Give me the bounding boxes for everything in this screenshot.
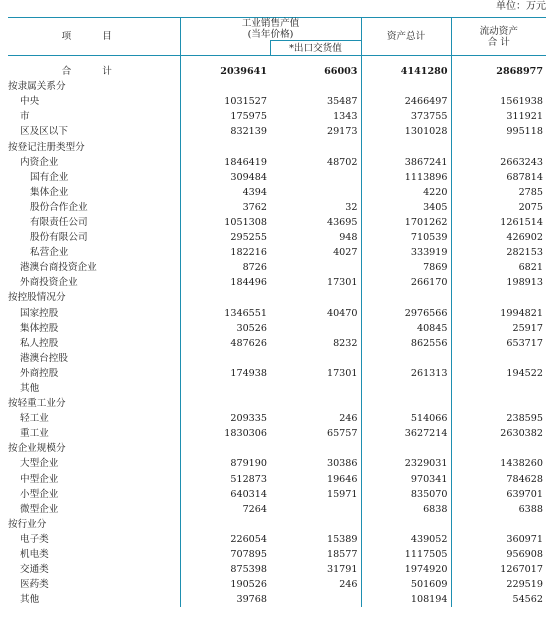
export-value-cell: 17301 <box>326 367 358 379</box>
assets-value-cell: 266170 <box>361 275 451 290</box>
export-value-cell: 18577 <box>326 549 358 561</box>
row-label: 内资企业 <box>20 156 59 168</box>
export-value-cell <box>270 79 361 94</box>
current-assets-value-cell: 2785 <box>451 185 546 200</box>
current-assets-value-cell: 360971 <box>451 532 546 547</box>
sales-value-cell <box>180 79 270 94</box>
table-row <box>8 426 546 441</box>
table-row <box>8 139 546 154</box>
current-assets-value-cell <box>451 381 546 396</box>
current-assets-value-cell: 2663243 <box>451 155 546 170</box>
sales-value-cell <box>180 381 270 396</box>
table-row <box>8 351 546 366</box>
assets-value-cell <box>361 79 451 94</box>
current-assets-value-cell: 1994821 <box>451 306 546 321</box>
row-label: 国有企业 <box>30 171 69 183</box>
export-value-cell <box>270 260 361 275</box>
table-row <box>8 547 546 562</box>
assets-value-cell: 3627214 <box>361 426 451 441</box>
assets-value-cell <box>361 396 451 411</box>
export-value-cell <box>270 290 361 305</box>
assets-value-cell: 4220 <box>361 185 451 200</box>
assets-value-cell: 514066 <box>361 411 451 426</box>
table-row <box>8 124 546 139</box>
export-value-cell: 48702 <box>326 156 358 168</box>
sales-value-cell <box>180 517 270 532</box>
current-assets-value-cell: 311921 <box>451 109 546 124</box>
item-column-header: 项 目 <box>61 31 126 42</box>
row-label: 集体控股 <box>20 322 59 334</box>
current-assets-value-cell: 198913 <box>451 275 546 290</box>
sales-value-cell <box>180 290 270 305</box>
sales-value-cell: 875398 <box>180 562 270 577</box>
row-label: 大型企业 <box>20 458 59 470</box>
current-assets-value-cell: 25917 <box>451 321 546 336</box>
export-value-cell <box>270 351 361 366</box>
unit-label: 单位：万元 <box>496 1 546 12</box>
row-label: 按轻重工业分 <box>8 398 66 410</box>
row-label: 小型企业 <box>20 488 59 500</box>
sales-value-cell <box>180 396 270 411</box>
current-assets-value-cell: 1267017 <box>451 562 546 577</box>
row-label: 区及区以下 <box>20 126 68 138</box>
table-row <box>8 109 546 124</box>
assets-value-cell <box>361 290 451 305</box>
current-assets-value-cell <box>451 351 546 366</box>
assets-value-cell: 1974920 <box>361 562 451 577</box>
assets-value-cell: 835070 <box>361 487 451 502</box>
export-value-cell: 30386 <box>326 458 358 470</box>
row-label: 其他 <box>20 594 40 606</box>
table-header <box>8 18 546 56</box>
row-label: 外商控股 <box>20 367 59 379</box>
export-value-cell: 246 <box>339 579 358 591</box>
export-value-cell: 40470 <box>326 307 358 319</box>
current-assets-value-cell <box>451 517 546 532</box>
export-value-cell <box>270 139 361 154</box>
export-value-cell <box>270 185 361 200</box>
assets-value-cell <box>361 351 451 366</box>
sales-value-cell: 879190 <box>180 456 270 471</box>
table-row <box>8 260 546 275</box>
row-label: 其他 <box>20 383 40 395</box>
sales-value-cell: 184496 <box>180 275 270 290</box>
table-row <box>8 321 546 336</box>
row-label: 私营企业 <box>30 247 69 259</box>
current-assets-value-cell: 784628 <box>451 472 546 487</box>
table-row <box>8 396 546 411</box>
current-assets-value-cell <box>451 79 546 94</box>
current-assets-value-cell: 238595 <box>451 411 546 426</box>
current-assets-value-cell: 6821 <box>451 260 546 275</box>
table-row <box>8 200 546 215</box>
sales-value-cell: 1830306 <box>180 426 270 441</box>
row-label: 国家控股 <box>20 307 59 319</box>
assets-value-cell <box>361 441 451 456</box>
current-assets-value-cell: 1438260 <box>451 456 546 471</box>
table-row <box>8 215 546 230</box>
export-value-cell <box>270 170 361 185</box>
table-row <box>8 64 546 79</box>
row-label: 交通类 <box>20 564 49 576</box>
row-label: 按行业分 <box>8 518 47 530</box>
export-value-cell: 29173 <box>326 126 358 138</box>
assets-value-cell: 4141280 <box>361 64 451 79</box>
table-row <box>8 230 546 245</box>
assets-value-cell: 3867241 <box>361 155 451 170</box>
assets-value-cell: 333919 <box>361 245 451 260</box>
assets-value-cell: 2329031 <box>361 456 451 471</box>
export-value-cell <box>270 321 361 336</box>
sales-value-cell: 512873 <box>180 472 270 487</box>
assets-value-cell: 862556 <box>361 336 451 351</box>
table-row <box>8 592 546 607</box>
row-label: 股份合作企业 <box>30 201 88 213</box>
sales-value-cell: 182216 <box>180 245 270 260</box>
assets-value-cell: 501609 <box>361 577 451 592</box>
row-label: 股份有限公司 <box>30 232 88 244</box>
current-assets-value-cell: 2075 <box>451 200 546 215</box>
sales-value-cell: 2039641 <box>180 64 270 79</box>
assets-value-cell: 40845 <box>361 321 451 336</box>
assets-value-cell: 1301028 <box>361 124 451 139</box>
current-assets-value-cell: 229519 <box>451 577 546 592</box>
table-row <box>8 577 546 592</box>
current-assets-value-cell: 687814 <box>451 170 546 185</box>
sales-value-cell: 295255 <box>180 230 270 245</box>
assets-value-cell: 710539 <box>361 230 451 245</box>
current-assets-value-cell: 1261514 <box>451 215 546 230</box>
export-value-cell: 35487 <box>326 96 358 108</box>
sales-value-cell: 1346551 <box>180 306 270 321</box>
row-label: 私人控股 <box>20 337 59 349</box>
assets-value-cell: 439052 <box>361 532 451 547</box>
assets-column-header: 资产总计 <box>361 18 451 56</box>
table-row <box>8 456 546 471</box>
sales-value-cell: 487626 <box>180 336 270 351</box>
row-label: 港澳台控股 <box>20 352 68 364</box>
current-header-line2: 合 计 <box>487 36 510 48</box>
row-label: 按隶属关系分 <box>8 81 66 93</box>
export-value-cell: 43695 <box>326 216 358 228</box>
current-assets-value-cell: 54562 <box>451 592 546 607</box>
current-assets-value-cell: 2630382 <box>451 426 546 441</box>
assets-value-cell: 108194 <box>361 592 451 607</box>
assets-value-cell: 1701262 <box>361 215 451 230</box>
row-label: 重工业 <box>20 428 49 440</box>
assets-value-cell: 3405 <box>361 200 451 215</box>
row-label: 按控股情况分 <box>8 292 66 304</box>
current-assets-value-cell: 194522 <box>451 366 546 381</box>
sales-value-cell <box>180 139 270 154</box>
sales-value-cell: 226054 <box>180 532 270 547</box>
export-value-cell: 32 <box>345 201 358 213</box>
assets-value-cell: 2976566 <box>361 306 451 321</box>
sales-value-cell: 174938 <box>180 366 270 381</box>
assets-value-cell: 2466497 <box>361 94 451 109</box>
current-assets-value-cell <box>451 139 546 154</box>
sales-value-cell: 8726 <box>180 260 270 275</box>
row-label: 有限责任公司 <box>30 216 88 228</box>
row-label: 按登记注册类型分 <box>8 141 85 153</box>
assets-value-cell: 373755 <box>361 109 451 124</box>
sales-value-cell: 209335 <box>180 411 270 426</box>
export-column-header: *出口交货值 <box>270 41 361 56</box>
row-label: 医药类 <box>20 579 49 591</box>
export-value-cell: 65757 <box>326 428 358 440</box>
table-row <box>8 472 546 487</box>
row-label: 中央 <box>20 96 40 108</box>
header-spacer-row <box>8 56 546 65</box>
export-value-cell <box>270 396 361 411</box>
row-label: 港澳台商投资企业 <box>20 262 97 274</box>
current-assets-value-cell: 956908 <box>451 547 546 562</box>
table-row <box>8 487 546 502</box>
sales-header-line1: 工业销售产值 <box>241 18 300 29</box>
sales-value-cell: 1051308 <box>180 215 270 230</box>
row-label: 电子类 <box>20 533 49 545</box>
table-row <box>8 290 546 305</box>
table-row <box>8 381 546 396</box>
table-row <box>8 502 546 517</box>
sales-subheader-blank <box>180 41 270 56</box>
export-value-cell: 1343 <box>333 111 358 123</box>
table-row <box>8 411 546 426</box>
table-row <box>8 336 546 351</box>
assets-value-cell: 1117505 <box>361 547 451 562</box>
current-header-line1: 流动资产 <box>479 25 518 37</box>
assets-value-cell <box>361 139 451 154</box>
sales-value-cell: 190526 <box>180 577 270 592</box>
export-value-cell <box>270 381 361 396</box>
export-value-cell: 17301 <box>326 277 358 289</box>
table-row <box>8 185 546 200</box>
sales-value-cell: 707895 <box>180 547 270 562</box>
export-value-cell <box>270 441 361 456</box>
current-assets-value-cell: 995118 <box>451 124 546 139</box>
assets-value-cell: 261313 <box>361 366 451 381</box>
current-assets-value-cell <box>451 290 546 305</box>
table-row <box>8 366 546 381</box>
sales-value-cell <box>180 351 270 366</box>
export-value-cell: 31791 <box>326 564 358 576</box>
current-assets-value-cell: 1561938 <box>451 94 546 109</box>
table-row <box>8 441 546 456</box>
export-value-cell: 15971 <box>326 488 358 500</box>
current-assets-value-cell: 2868977 <box>451 64 546 79</box>
table-row <box>8 79 546 94</box>
current-assets-value-cell: 653717 <box>451 336 546 351</box>
table-row <box>8 562 546 577</box>
assets-value-cell <box>361 381 451 396</box>
row-label: 外商投资企业 <box>20 277 78 289</box>
export-value-cell <box>270 502 361 517</box>
table-row <box>8 155 546 170</box>
export-value-cell: 246 <box>339 413 358 425</box>
assets-value-cell: 7869 <box>361 260 451 275</box>
current-assets-column-header <box>451 18 546 56</box>
export-value-cell <box>270 592 361 607</box>
row-label: 微型企业 <box>20 503 59 515</box>
assets-value-cell: 970341 <box>361 472 451 487</box>
sales-value-cell: 832139 <box>180 124 270 139</box>
current-assets-value-cell: 639701 <box>451 487 546 502</box>
current-assets-value-cell: 6388 <box>451 502 546 517</box>
row-label: 市 <box>20 111 30 123</box>
export-value-cell: 66003 <box>324 66 358 78</box>
current-assets-value-cell: 282153 <box>451 245 546 260</box>
sales-column-header <box>180 18 361 41</box>
table-row <box>8 245 546 260</box>
current-assets-value-cell: 426902 <box>451 230 546 245</box>
sales-value-cell: 175975 <box>180 109 270 124</box>
current-assets-value-cell <box>451 441 546 456</box>
table-row <box>8 517 546 532</box>
row-label: 机电类 <box>20 549 49 561</box>
export-value-cell: 19646 <box>326 473 358 485</box>
sales-value-cell: 30526 <box>180 321 270 336</box>
sales-value-cell: 39768 <box>180 592 270 607</box>
row-label: 集体企业 <box>30 186 69 198</box>
table-body <box>8 56 546 608</box>
current-assets-value-cell <box>451 396 546 411</box>
export-value-cell: 948 <box>339 232 358 244</box>
export-value-cell <box>270 517 361 532</box>
table-row <box>8 532 546 547</box>
table-row <box>8 275 546 290</box>
export-value-cell: 15389 <box>326 533 358 545</box>
table-row <box>8 306 546 321</box>
sales-value-cell: 1846419 <box>180 155 270 170</box>
sales-value-cell: 7264 <box>180 502 270 517</box>
assets-value-cell: 1113896 <box>361 170 451 185</box>
sales-value-cell <box>180 441 270 456</box>
row-label: 中型企业 <box>20 473 59 485</box>
row-label: 合 计 <box>61 66 126 78</box>
sales-value-cell: 640314 <box>180 487 270 502</box>
assets-value-cell <box>361 517 451 532</box>
export-value-cell: 4027 <box>333 247 358 259</box>
sales-value-cell: 3762 <box>180 200 270 215</box>
sales-value-cell: 4394 <box>180 185 270 200</box>
sales-value-cell: 1031527 <box>180 94 270 109</box>
industry-statistics-table <box>8 17 546 607</box>
assets-value-cell: 6838 <box>361 502 451 517</box>
table-row <box>8 94 546 109</box>
row-label: 轻工业 <box>20 413 49 425</box>
row-label: 按企业规模分 <box>8 443 66 455</box>
export-value-cell: 8232 <box>333 337 358 349</box>
sales-header-line2: (当年价格) <box>247 29 294 40</box>
table-row <box>8 170 546 185</box>
sales-value-cell: 309484 <box>180 170 270 185</box>
